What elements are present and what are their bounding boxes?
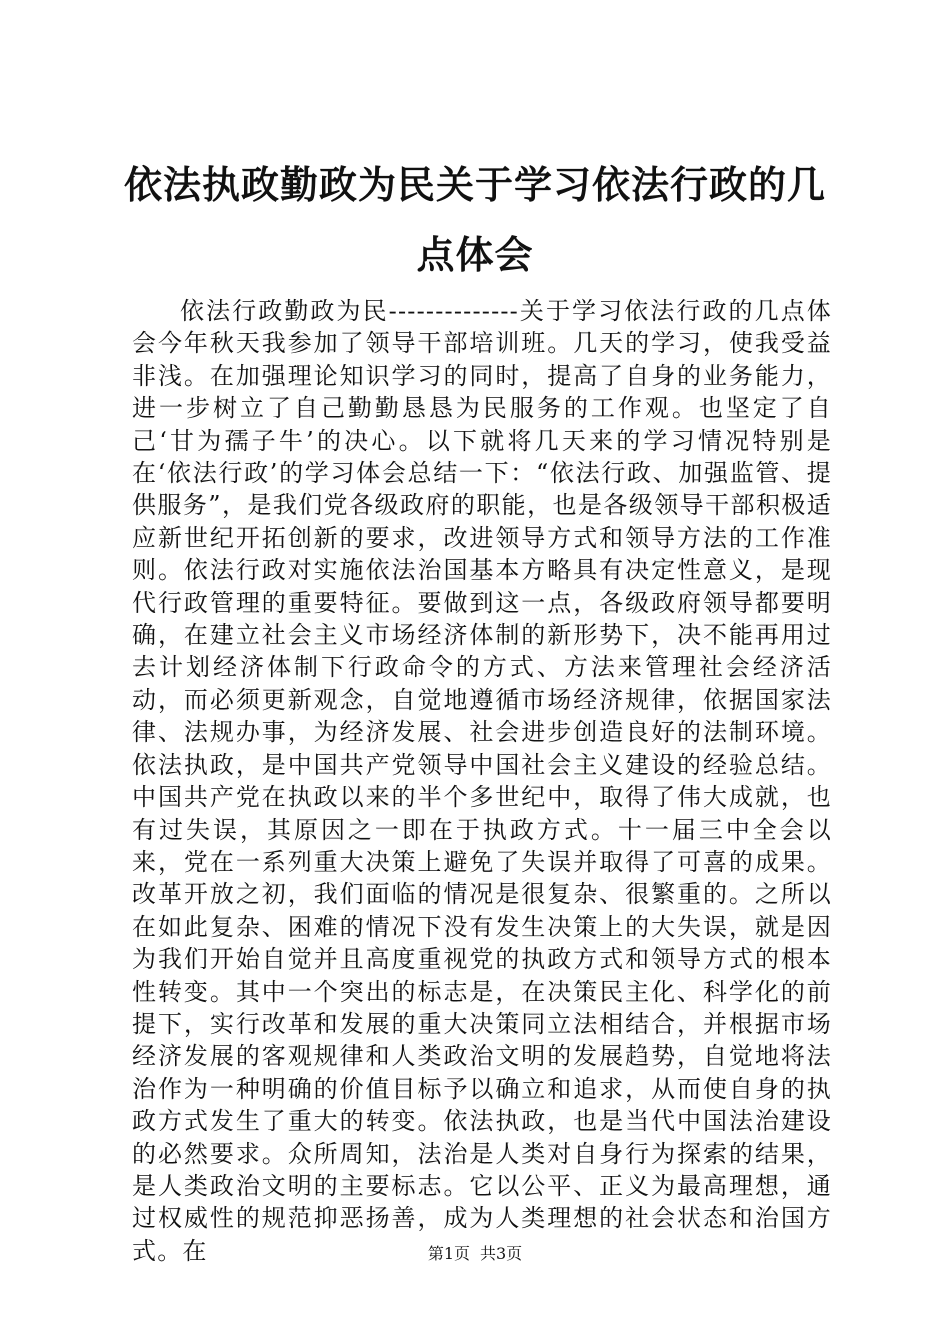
page-footer [0, 1244, 950, 1264]
page-total: 共3页 [480, 1244, 523, 1263]
document-body-paragraph: 依法行政勤政为民--------------关于学习依法行政的几点体会今年秋天我参加了领导干部培训班。几天的学习，使我受益非浅。在加强理论知识学习的同时，提高了自身的业务能力，进一步树立了自己勤勤恳恳为民服务的工作观。也坚定了自己‘甘为孺子牛’的决心。以下就将几天来的学习情况特别是在‘依法行政’的学习体会总结一下：“依法行政、加强监管、提供服务”，是我们党各级政府的职能，也是各级领导干部积极适应新世纪开拓创新的要求，改进领导方式和领导方法的工作准则。依法行政对实施依法治国基本方略具有决定性意义，是现代行政管理的重要特征。要做到这一点，各级政府领导都要明确，在建立社会主义市场经济体制的新形势下，决不能再用过去计划经济体制下行政命令的方式、方法来管理社会经济活动，而必须更新观念，自觉地遵循市场经济规律，依据国家法律、法规办事，为经济发展、社会进步创造良好的法制环境。依法执政，是中国共产党领导中国社会主义建设的经验总结。中国共产党在执政以来的半个多世纪中，取得了伟大成就，也有过失误，其原因之一即在于执政方式。十一届三中全会以来，党在一系列重大决策上避免了失误并取得了可喜的成果。改革开放之初，我们面临的情况是很复杂、很繁重的。之所以在如此复杂、困难的情况下没有发生决策上的大失误，就是因为我们开始自觉并且高度重视党的执政方式和领导方式的根本性转变。其中一个突出的标志是，在决策民主化、科学化的前提下，实行改革和发展的重大决策同立法相结合，并根据市场经济发展的客观规律和人类政治文明的发展趋势，自觉地将法治作为一种明确的价值目标予以确立和追求，从而使自身的执政方式发生了重大的转变。依法执政，也是当代中国法治建设的必然要求。众所周知，法治是人类对自身行为探索的结果，是人类政治文明的主要标志。它以公平、正义为最高理想，通过权威性的规范抑恶扬善，成为人类理想的社会状态和治国方式。在 [132, 297, 832, 1265]
document-title: 依法执政勤政为民关于学习依法行政的几点体会 [123, 162, 826, 277]
page-number: 第1页 [427, 1244, 470, 1263]
